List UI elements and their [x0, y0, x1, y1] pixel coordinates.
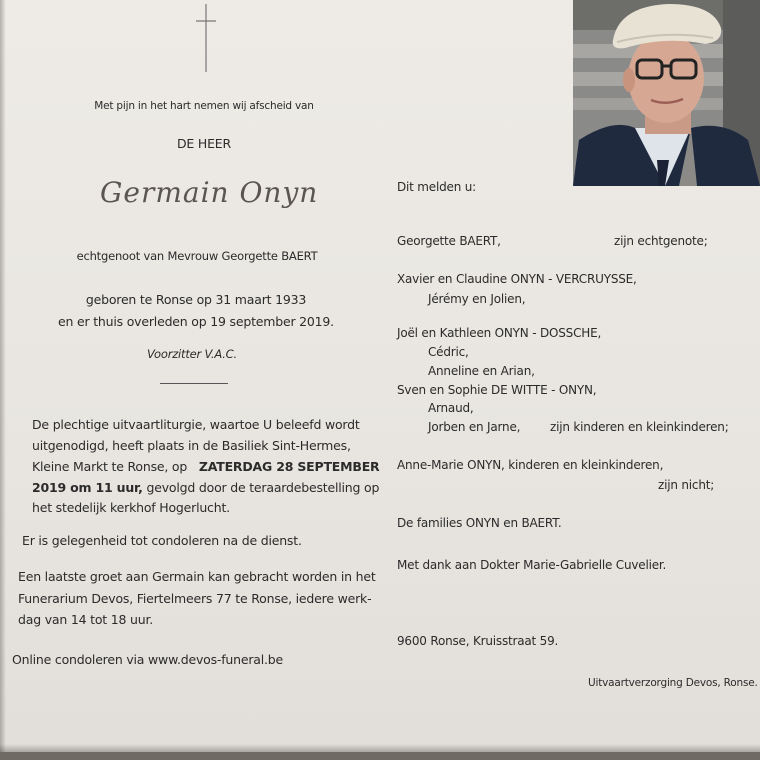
family-line: Xavier en Claudine ONYN - VERCRUYSSE, — [397, 272, 637, 286]
ceremony-line — [32, 459, 379, 474]
ceremony-line: De plechtige uitvaartliturgie, waartoe U beleefd wordt — [32, 417, 360, 432]
born-line: geboren te Ronse op 31 maart 1933 — [85, 292, 307, 307]
spouse-line: echtgenoot van Mevrouw Georgette BAERT — [76, 249, 318, 263]
family-line: Jorben en Jarne, — [428, 420, 521, 434]
funerarium-line: dag van 14 tot 18 uur. — [18, 612, 154, 627]
families-line: De families ONYN en BAERT. — [397, 516, 562, 530]
family-line: Jérémy en Jolien, — [428, 292, 526, 306]
deceased-name: Germain Onyn — [100, 176, 319, 209]
family-line: Arnaud, — [428, 401, 474, 415]
family-line: Sven en Sophie DE WITTE - ONYN, — [397, 383, 597, 397]
family-spouse-name: Georgette BAERT, — [397, 234, 501, 248]
announce-text: Dit melden u: — [397, 180, 476, 194]
family-line: Joël en Kathleen ONYN - DOSSCHE, — [397, 326, 602, 340]
ceremony-date: ZATERDAG 28 SEPTEMBER — [198, 459, 380, 474]
address-line: 9600 Ronse, Kruisstraat 59. — [397, 634, 559, 648]
funerarium-line: Een laatste groet aan Germain kan gebracht worden in het — [18, 569, 376, 584]
salutation: DE HEER — [177, 136, 231, 151]
ceremony-line: het stedelijk kerkhof Hogerlucht. — [32, 500, 230, 515]
ceremony-line — [32, 480, 379, 495]
thanks-line: Met dank aan Dokter Marie-Gabrielle Cuvelier. — [397, 558, 667, 572]
family-line: Anne-Marie ONYN, kinderen en kleinkinderen, — [397, 458, 664, 472]
niece-role: zijn nicht; — [658, 478, 715, 492]
condolence-service: Er is gelegenheid tot condoleren na de dienst. — [22, 533, 302, 548]
intro-text: Met pijn in het hart nemen wij afscheid van — [94, 100, 314, 112]
online-condolence: Online condoleren via www.devos-funeral.be — [12, 652, 284, 667]
ceremony-time: 2019 om 11 uur, — [32, 480, 143, 495]
title-line: Voorzitter V.A.C. — [147, 347, 237, 361]
divider-rule — [160, 383, 228, 384]
died-line: en er thuis overleden op 19 september 2019. — [58, 314, 334, 329]
funerarium-line: Funerarium Devos, Fiertelmeers 77 te Ronse, iedere werk- — [18, 591, 372, 606]
cross-icon — [196, 4, 216, 74]
portrait-photo — [573, 0, 760, 186]
ceremony-text: Kleine Markt te Ronse, op — [32, 459, 188, 474]
card-edge-shadow — [0, 0, 6, 752]
family-line: Anneline en Arian, — [428, 364, 535, 378]
ceremony-line: uitgenodigd, heeft plaats in de Basiliek Sint-Hermes, — [32, 438, 351, 453]
family-line: Cédric, — [428, 345, 469, 359]
ceremony-text: gevolgd door de teraardebestelling op — [142, 480, 380, 495]
undertaker-line: Uitvaartverzorging Devos, Ronse. — [588, 677, 758, 689]
family-spouse-role: zijn echtgenote; — [614, 234, 708, 248]
children-role: zijn kinderen en kleinkinderen; — [550, 420, 729, 434]
